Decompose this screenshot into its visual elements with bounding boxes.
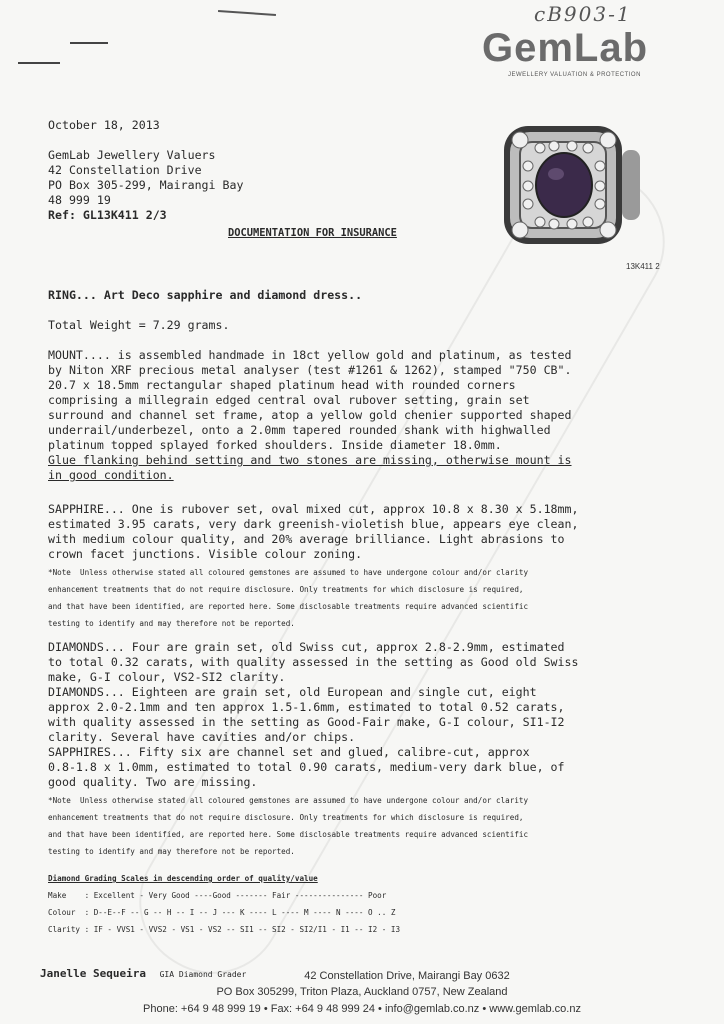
- grading-row: Clarity : IF - VVS1 - VVS2 - VS1 - VS2 -- SI1 -- SI2 - SI2/I1 - I1 -- I2 - I3: [48, 925, 401, 934]
- treatment-note: [48, 792, 528, 860]
- signatory-title: GIA Diamond Grader: [159, 970, 247, 979]
- text-line: estimated 3.95 carats, very dark greenish-violetish blue, appears eye clean,: [48, 517, 579, 531]
- grading-row: Colour : D--E--F -- G -- H -- I -- J --- K ---- L ---- M ---- N ---- O .. Z: [48, 908, 396, 917]
- text-line: DIAMONDS... Eighteen are grain set, old European and single cut, eight: [48, 685, 537, 699]
- footer: [0, 968, 724, 1018]
- text-line: SAPPHIRES... Fifty six are channel set and glued, calibre-cut, approx: [48, 745, 530, 759]
- reference-number: Ref: GL13K411 2/3: [48, 208, 167, 222]
- treatment-note: [48, 564, 528, 632]
- text-line: MOUNT.... is assembled handmade in 18ct yellow gold and platinum, as tested: [48, 348, 572, 362]
- pen-mark: [218, 10, 276, 16]
- logo-tagline: JEWELLERY VALUATION & PROTECTION: [508, 72, 641, 78]
- text-line: with medium colour quality, and 20% average brilliance. Light abrasions to: [48, 532, 565, 546]
- photo-label: 13K411 2: [626, 262, 660, 271]
- address-line: GemLab Jewellery Valuers: [48, 148, 216, 162]
- document-heading: DOCUMENTATION FOR INSURANCE: [228, 227, 397, 239]
- note-line: and that have been identified, are reported here. Some disclosable treatments require advanced scientific: [48, 602, 529, 611]
- pen-mark: [18, 62, 60, 64]
- text-line: make, G-I colour, VS2-SI2 clarity.: [48, 670, 286, 684]
- text-line: by Niton XRF precious metal analyser (test #1261 & 1262), stamped "750 CB".: [48, 363, 572, 377]
- condition-note: in good condition.: [48, 468, 174, 482]
- text-line: to total 0.32 carats, with quality assessed in the setting as Good old Swiss: [48, 655, 579, 669]
- note-line: enhancement treatments that do not require disclosure. Only treatments for which disclosure is required,: [48, 585, 524, 594]
- text-line: SAPPHIRE... One is rubover set, oval mixed cut, approx 10.8 x 8.30 x 5.18mm,: [48, 502, 579, 516]
- text-line: platinum topped splayed forked shoulders. Inside diameter 18.0mm.: [48, 438, 502, 452]
- text-line: surround and channel set frame, atop a yellow gold chenier supported shaped: [48, 408, 572, 422]
- handwritten-reference: cB903-1: [534, 2, 632, 26]
- footer-line: 42 Constellation Drive, Mairangi Bay 0632: [304, 970, 510, 982]
- note-line: *Note Unless otherwise stated all coloured gemstones are assumed to have undergone colour and/or clarity: [48, 568, 529, 577]
- text-line: DIAMONDS... Four are grain set, old Swiss cut, approx 2.8-2.9mm, estimated: [48, 640, 565, 654]
- stones-description: [48, 640, 578, 790]
- gemlab-logo: [482, 24, 682, 78]
- footer-line: PO Box 305299, Triton Plaza, Auckland 0757, New Zealand: [216, 986, 508, 998]
- note-line: testing to identify and may therefore not be reported.: [48, 619, 295, 628]
- letter-date: October 18, 2013: [48, 118, 160, 132]
- grading-title: Diamond Grading Scales in descending order of quality/value: [48, 874, 318, 883]
- address-line: 42 Constellation Drive: [48, 163, 202, 177]
- text-line: 20.7 x 18.5mm rectangular shaped platinum head with rounded corners: [48, 378, 516, 392]
- sapphire-description: [48, 502, 578, 562]
- ring-photo: [496, 110, 666, 270]
- text-line: crown facet junctions. Visible colour zoning.: [48, 547, 363, 561]
- total-weight: Total Weight = 7.29 grams.: [48, 318, 230, 332]
- footer-line: Phone: +64 9 48 999 19 • Fax: +64 9 48 999 24 • info@gemlab.co.nz • www.gemlab.co.nz: [143, 1003, 581, 1015]
- text-line: comprising a millegrain edged central oval rubover setting, grain set: [48, 393, 530, 407]
- mount-description: [48, 348, 572, 483]
- pen-mark: [70, 42, 108, 44]
- ring-illustration: [496, 110, 666, 270]
- note-line: *Note Unless otherwise stated all coloured gemstones are assumed to have undergone colour and/or clarity: [48, 796, 529, 805]
- text-line: 0.8-1.8 x 1.0mm, estimated to total 0.90 carats, medium-very dark blue, of: [48, 760, 565, 774]
- note-line: and that have been identified, are reported here. Some disclosable treatments require advanced scientific: [48, 830, 529, 839]
- grading-row: Make : Excellent - Very Good ----Good ------- Fair --------------- Poor: [48, 891, 387, 900]
- logo-brand: GemLab: [482, 26, 649, 70]
- text-line: good quality. Two are missing.: [48, 775, 258, 789]
- grading-scales: [48, 870, 400, 938]
- text-line: with quality assessed in the setting as Good-Fair make, G-I colour, SI1-I2: [48, 715, 565, 729]
- note-line: enhancement treatments that do not require disclosure. Only treatments for which disclosure is required,: [48, 813, 524, 822]
- text-line: approx 2.0-2.1mm and ten approx 1.5-1.6mm, estimated to total 0.52 carats,: [48, 700, 565, 714]
- item-title: RING... Art Deco sapphire and diamond dress..: [48, 288, 363, 302]
- address-line: 48 999 19: [48, 193, 111, 207]
- condition-note: Glue flanking behind setting and two stones are missing, otherwise mount is: [48, 453, 572, 467]
- address-block: [48, 148, 243, 223]
- signatory-name: Janelle Sequeira: [40, 967, 146, 980]
- text-line: underrail/underbezel, onto a 2.0mm tapered rounded shank with highwalled: [48, 423, 551, 437]
- address-line: PO Box 305-299, Mairangi Bay: [48, 178, 244, 192]
- note-line: testing to identify and may therefore not be reported.: [48, 847, 295, 856]
- text-line: clarity. Several have cavities and/or chips.: [48, 730, 356, 744]
